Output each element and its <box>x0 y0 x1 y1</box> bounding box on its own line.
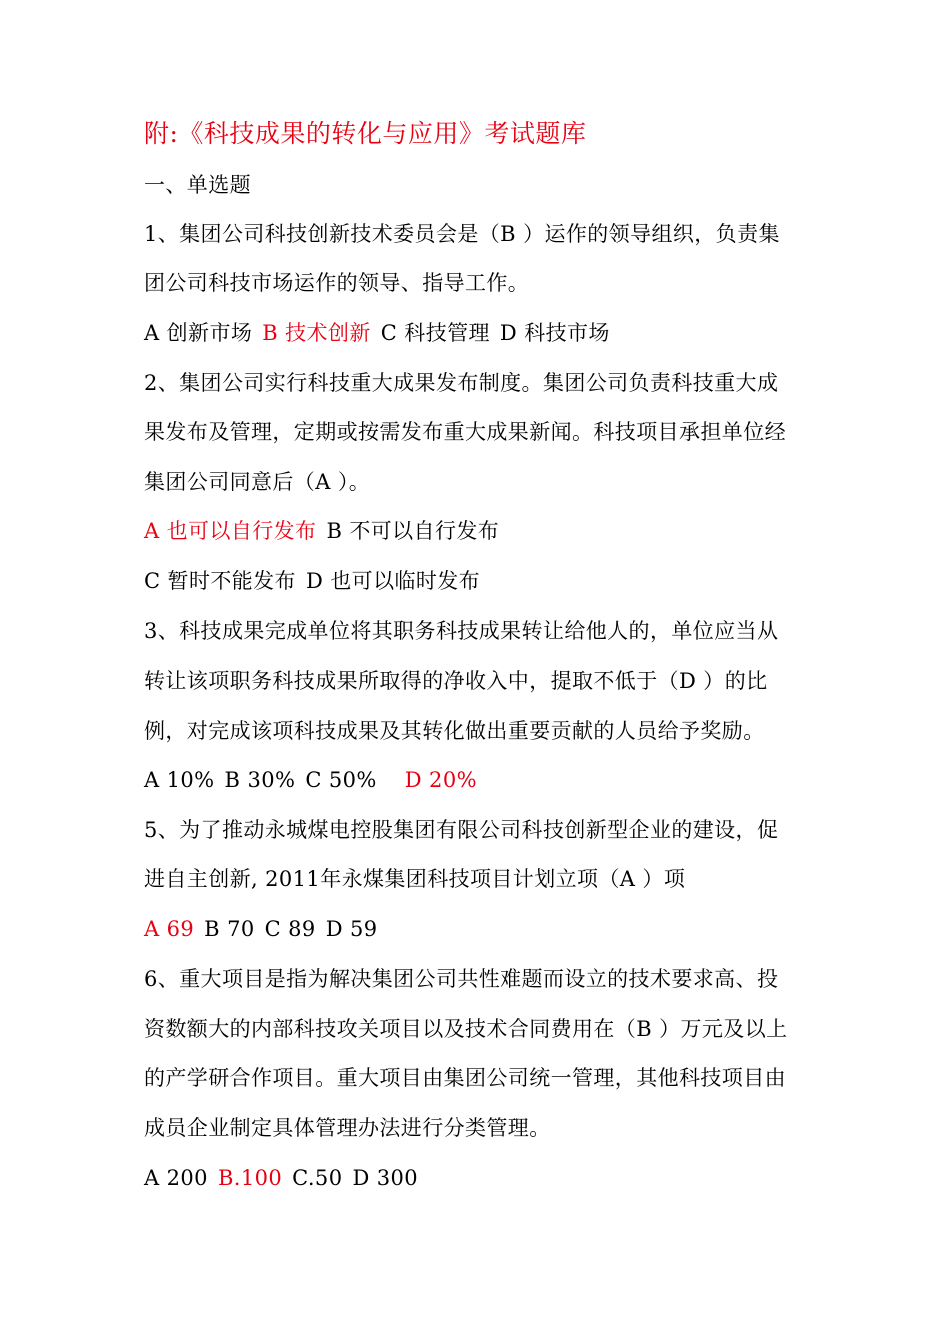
option-a: A 创新市场 <box>144 321 253 345</box>
question-6-line-4: 成员企业制定具体管理办法进行分类管理。 <box>144 1116 551 1140</box>
question-3-options <box>144 765 824 795</box>
question-2-line-3: 集团公司同意后（A ）。 <box>144 470 371 494</box>
option-d: D 也可以临时发布 <box>305 569 481 593</box>
question-3-line-3: 例，对完成该项科技成果及其转化做出重要贡献的人员给予奖励。 <box>144 719 765 743</box>
option-c: C 50% <box>305 768 377 792</box>
question-2-options-row-1 <box>144 516 824 546</box>
section-heading: 一、单选题 <box>144 173 251 197</box>
option-b: B 不可以自行发布 <box>326 519 500 543</box>
question-5-line-2: 进自主创新, 2011年永煤集团科技项目计划立项（A ）项 <box>144 867 686 891</box>
question-3-line-2: 转让该项职务科技成果所取得的净收入中，提取不低于（D ）的比 <box>144 669 768 693</box>
option-b: B 70 <box>204 917 255 941</box>
option-c: C 暂时不能发布 <box>144 569 296 593</box>
option-c: C 89 <box>264 917 316 941</box>
question-2-options-row-2 <box>144 566 824 596</box>
question-6-line-1: 6、重大项目是指为解决集团公司共性难题而设立的技术要求高、投 <box>144 967 779 991</box>
question-2-line-1: 2、集团公司实行科技重大成果发布制度。集团公司负责科技重大成 <box>144 371 779 395</box>
question-1-line-2: 团公司科技市场运作的领导、指导工作。 <box>144 271 530 295</box>
question-3-line-1: 3、科技成果完成单位将其职务科技成果转让给他人的，单位应当从 <box>144 619 779 643</box>
option-c: C 科技管理 <box>380 321 490 345</box>
option-c: C.50 <box>292 1166 343 1190</box>
option-a-answer: A 69 <box>144 917 195 941</box>
question-2-line-2: 果发布及管理，定期或按需发布重大成果新闻。科技项目承担单位经 <box>144 420 786 444</box>
option-d: D 300 <box>352 1166 419 1190</box>
option-d-answer: D 20% <box>404 768 477 792</box>
question-5-line-1: 5、为了推动永城煤电控股集团有限公司科技创新型企业的建设，促 <box>144 818 779 842</box>
question-5-options <box>144 914 824 944</box>
option-d: D 科技市场 <box>499 321 610 345</box>
option-a-answer: A 也可以自行发布 <box>144 519 317 543</box>
option-a: A 10% <box>144 768 215 792</box>
option-b-answer: B.100 <box>217 1166 283 1190</box>
question-1-options <box>144 318 824 348</box>
option-b-answer: B 技术创新 <box>262 321 371 345</box>
option-d: D 59 <box>325 917 378 941</box>
question-6-options <box>144 1163 824 1193</box>
option-b: B 30% <box>224 768 296 792</box>
option-a: A 200 <box>144 1166 208 1190</box>
question-6-line-3: 的产学研合作项目。重大项目由集团公司统一管理，其他科技项目由 <box>144 1066 786 1090</box>
question-6-line-2: 资数额大的内部科技攻关项目以及技术合同费用在（B ）万元及以上 <box>144 1017 788 1041</box>
document-title: 附:《科技成果的转化与应用》考试题库 <box>144 119 587 148</box>
question-1-line-1: 1、集团公司科技创新技术委员会是（B ）运作的领导组织，负责集 <box>144 222 780 246</box>
